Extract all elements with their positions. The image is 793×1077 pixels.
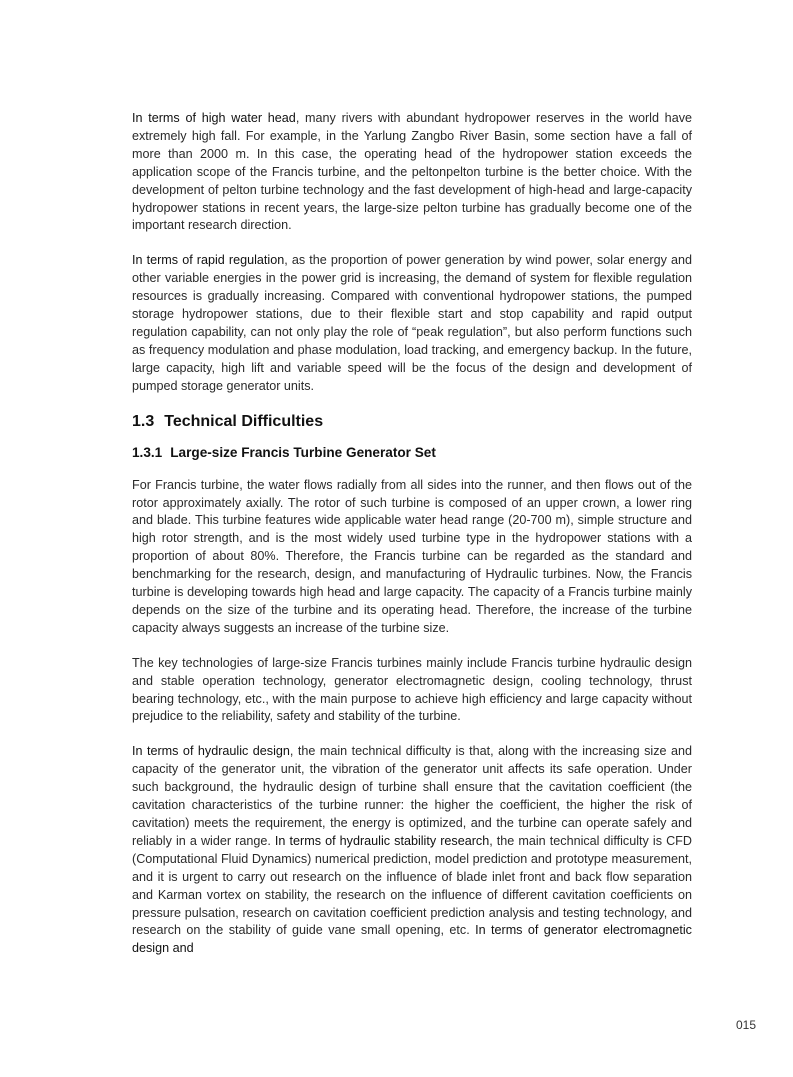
- paragraph-hydraulic-design: [132, 743, 692, 958]
- section-number: 1.3: [132, 412, 155, 430]
- paragraph-high-water-head: [132, 110, 692, 235]
- subsection-title: Large-size Francis Turbine Generator Set: [170, 444, 436, 460]
- paragraph-key-technologies: The key technologies of large-size Francis turbines mainly include Francis turbine hydraulic design and stable operation technology, generator electromagnetic design, cooling technology, thrust bearing technology, etc., with the main purpose to achieve high efficiency and large capacity without prejudice to the reliability, safety and stability of the turbine.: [132, 655, 692, 724]
- subsection-number: 1.3.1: [132, 444, 163, 460]
- paragraph-lead: In terms of rapid regulation: [132, 253, 285, 268]
- paragraph-text: , the main technical difficulty is CFD (Computational Fluid Dynamics) numerical prediction, model prediction and prototype measurement, and it is urgent to carry out research on the influence of blade inlet front and back flow separation and Karman vortex on stability, the research on the influence of different cavitation coefficients on pressure pulsation, research on cavitation coefficient prediction analysis and testing technology, and research on the stability of guide vane small opening, etc.: [132, 833, 692, 938]
- subsection-heading: [132, 445, 692, 460]
- paragraph-lead: In terms of high water head: [132, 111, 296, 125]
- paragraph-lead: In terms of hydraulic design: [132, 744, 290, 759]
- page-content: [132, 110, 692, 975]
- paragraph-lead: In terms of generator electromagnetic design and: [132, 923, 692, 956]
- paragraph-francis-turbine: For Francis turbine, the water flows radially from all sides into the runner, and then flows out of the rotor approximately axially. The rotor of such turbine is composed of an upper crown, a lower ring and blade. This turbine features wide applicable water head range (20-700 m), simple structure and high rotor strength, and is the most widely used turbine type in the hydropower stations with a proportion of about 80%. Therefore, the Francis turbine can be regarded as the standard and benchmarking for the research, design, and manufacturing of Hydraulic turbines. Now, the Francis turbine is developing towards high head and large capacity. The capacity of a Francis turbine mainly depends on the size of the turbine and its operating head. Therefore, the increase of the turbine capacity always suggests an increase of the turbine size.: [132, 477, 692, 635]
- section-title: Technical Difficulties: [164, 412, 324, 430]
- paragraph-rapid-regulation: [132, 252, 692, 395]
- paragraph-text: , many rivers with abundant hydropower reserves in the world have extremely high fall. For example, in the Yarlung Zangbo River Basin, some section have a fall of more than 2000 m. In this case, the operating head of the hydropower station exceeds the application scope of the Francis turbine, and the peltonpelton turbine is the better choice. With the development of pelton turbine technology and the fast development of high-head and large-capacity hydropower stations in recent years, the large-size pelton turbine has gradually become one of the important research direction.: [132, 111, 692, 233]
- section-heading: [132, 413, 692, 431]
- paragraph-text: , the main technical difficulty is that, along with the increasing size and capacity of the generator unit, the vibration of the generator unit affects its safe operation. Under such background, the hydraulic design of turbine shall ensure that the cavitation coefficient (the cavitation characteristics of the turbine runner: the higher the coefficient, the higher the risk of cavitation) meets the requirement, the energy is optimized, and the turbine can operate safely and reliably in a wider range.: [132, 744, 693, 848]
- paragraph-lead: In terms of hydraulic stability research: [274, 833, 490, 848]
- page-number: 015: [735, 1018, 756, 1032]
- paragraph-text: , as the proportion of power generation by wind power, solar energy and other variable energies in the power grid is increasing, the demand of system for flexible regulation resources is gradually increasing. Compared with conventional hydropower stations, the pumped storage hydropower stations, due to their flexible start and stop capability and rapid output regulation capability, can not only play the role of “peak regulation”, but also perform functions such as frequency modulation and phase modulation, load tracking, and emergency backup. In the future, large capacity, high lift and variable speed will be the focus of the design and development of pumped storage generator units.: [132, 253, 692, 393]
